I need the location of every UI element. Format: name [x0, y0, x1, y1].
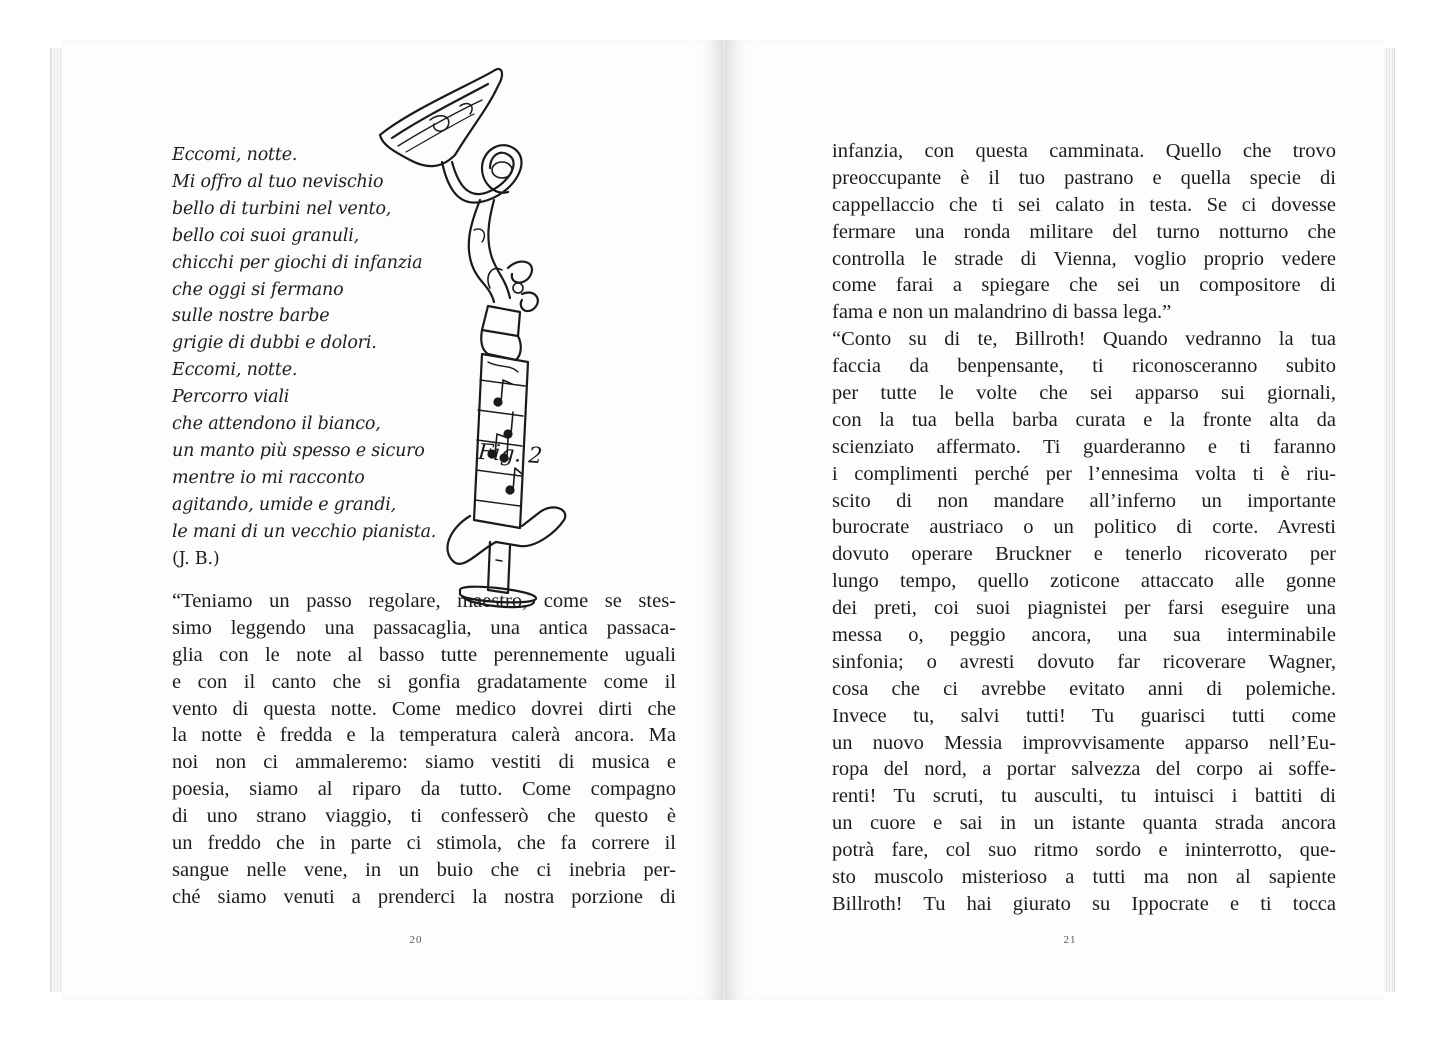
text-line: un freddo che in parte ci stimola, che fa correre il — [172, 832, 676, 855]
text-line: controlla le strade di Vienna, voglio proprio vedere — [832, 247, 1336, 270]
open-book-spread — [50, 40, 1395, 1000]
text-line: vento di questa notte. Come medico dovrei dirti che — [172, 697, 676, 720]
text-line: sto muscolo misterioso a tutti ma non al sapiente — [832, 866, 1336, 889]
text-line: di uno strano viaggio, ti confesserò che questo è — [172, 805, 676, 828]
text-line: e con il canto che si gonfia gradatamente come il — [172, 670, 676, 693]
text-line: poesia, siamo al riparo da tutto. Come compagno — [172, 778, 676, 801]
text-line: fama e non un malandrino di bassa lega.” — [832, 301, 1172, 324]
text-line: messa o, peggio ancora, una sua interminabile — [832, 624, 1336, 647]
text-line: sangue nelle vene, in un buio che ci inebria per- — [172, 858, 676, 881]
page-edges-right — [1384, 48, 1395, 992]
text-line: Billroth! Tu hai giurato su Ippocrate e ti tocca — [832, 892, 1336, 915]
poem-line: sulle nostre barbe — [172, 306, 330, 327]
poem-line: un manto più spesso e sicuro — [172, 440, 425, 461]
text-line: lungo tempo, quello zoticone attaccato alle gonne — [832, 570, 1336, 593]
text-line: scito di non mandare all’inferno un importante — [832, 489, 1336, 512]
poem-line: le mani di un vecchio pianista. — [172, 521, 437, 542]
right-page-body-text — [832, 138, 1336, 918]
left-page-body-text — [172, 588, 676, 911]
poem-signature: (J. B.) — [172, 548, 220, 569]
text-line: con la tua bella barba curata e la fronte alta da — [832, 408, 1336, 431]
text-line: simo leggendo una passacaglia, una antica passaca- — [172, 616, 676, 639]
text-line: “Conto su di te, Billroth! Quando vedranno la tua — [832, 328, 1336, 351]
poem-line: mentre io mi racconto — [172, 467, 365, 488]
figure-label: Fig. 2 — [477, 439, 544, 470]
page-number-right: 21 — [1063, 934, 1077, 946]
book-gutter — [722, 40, 726, 1000]
text-line: come farai a spiegare che sei un compositore di — [832, 274, 1336, 297]
poem-line: Eccomi, notte. — [172, 360, 298, 381]
text-line: cappellaccio che ti sei calato in testa. Se ci dovesse — [832, 193, 1336, 216]
poem-line: Eccomi, notte. — [172, 145, 298, 165]
text-line: glia con le note al basso tutte perennemente uguali — [172, 643, 676, 666]
poem-line: che attendono il bianco, — [172, 414, 381, 435]
text-line: per tutte le volte che sei apparso sui giornali, — [832, 382, 1336, 405]
text-line: cosa che ci avrebbe evitato anni di polemiche. — [832, 677, 1336, 700]
text-line: ropa del nord, a portar salvezza del corpo ai soffe- — [832, 758, 1336, 781]
poem-line: Mi offro al tuo nevischio — [172, 171, 384, 192]
text-line: un nuovo Messia improvvisamente apparso nell’Eu- — [832, 731, 1336, 754]
text-line: dei preti, coi suoi piagnistei per farsi eseguire una — [832, 597, 1336, 620]
text-line: sinfonia; o avresti dovuto far ricoverare Wagner, — [832, 650, 1336, 673]
text-line: infanzia, con questa camminata. Quello che trovo — [832, 140, 1336, 162]
text-line: “Teniamo un passo regolare, maestro, come se stes- — [172, 590, 676, 612]
poem-line: chicchi per giochi di infanzia — [172, 252, 423, 273]
text-line: noi non ci ammaleremo: siamo vestiti di musica e — [172, 751, 676, 774]
poem-line: agitando, umide e grandi, — [172, 494, 396, 515]
poem-line: bello coi suoi granuli, — [172, 225, 359, 246]
page-number-left: 20 — [409, 934, 423, 946]
text-line: Invece tu, salvi tutti! Tu guarisci tutti come — [832, 704, 1336, 727]
poem-line: che oggi si fermano — [172, 279, 344, 300]
text-line: ché siamo venuti a prenderci la nostra porzione di — [172, 885, 676, 908]
text-line: scienziato affermato. Ti guarderanno e ti faranno — [832, 435, 1336, 458]
text-line: preoccupante è il tuo pastrano e quella specie di — [832, 166, 1336, 189]
text-line: dovuto operare Bruckner e tenerlo ricoverato per — [832, 543, 1336, 566]
text-line: la notte è fredda e la temperatura calerà ancora. Ma — [172, 724, 676, 747]
text-line: faccia da benpensante, ti riconosceranno subito — [832, 355, 1336, 378]
text-line: renti! Tu scruti, tu ausculti, tu intuisci i battiti di — [832, 785, 1336, 808]
text-line: fermare una ronda militare del turno notturno che — [832, 220, 1336, 243]
text-line: un cuore e sai in un istante quanta strada ancora — [832, 812, 1336, 835]
text-line: burocrate austriaco o un politico di corte. Avresti — [832, 516, 1336, 539]
poem-line: Percorro viali — [172, 387, 290, 408]
poem-line: bello di turbini nel vento, — [172, 198, 392, 219]
trumpet-syringe-illustration-icon — [370, 50, 610, 610]
poem-line: grigie di dubbi e dolori. — [172, 333, 377, 354]
text-line: i complimenti perché per l’ennesima volta ti è riu- — [832, 462, 1336, 485]
text-line: potrà fare, col suo ritmo sordo e ininterrotto, que- — [832, 839, 1336, 862]
